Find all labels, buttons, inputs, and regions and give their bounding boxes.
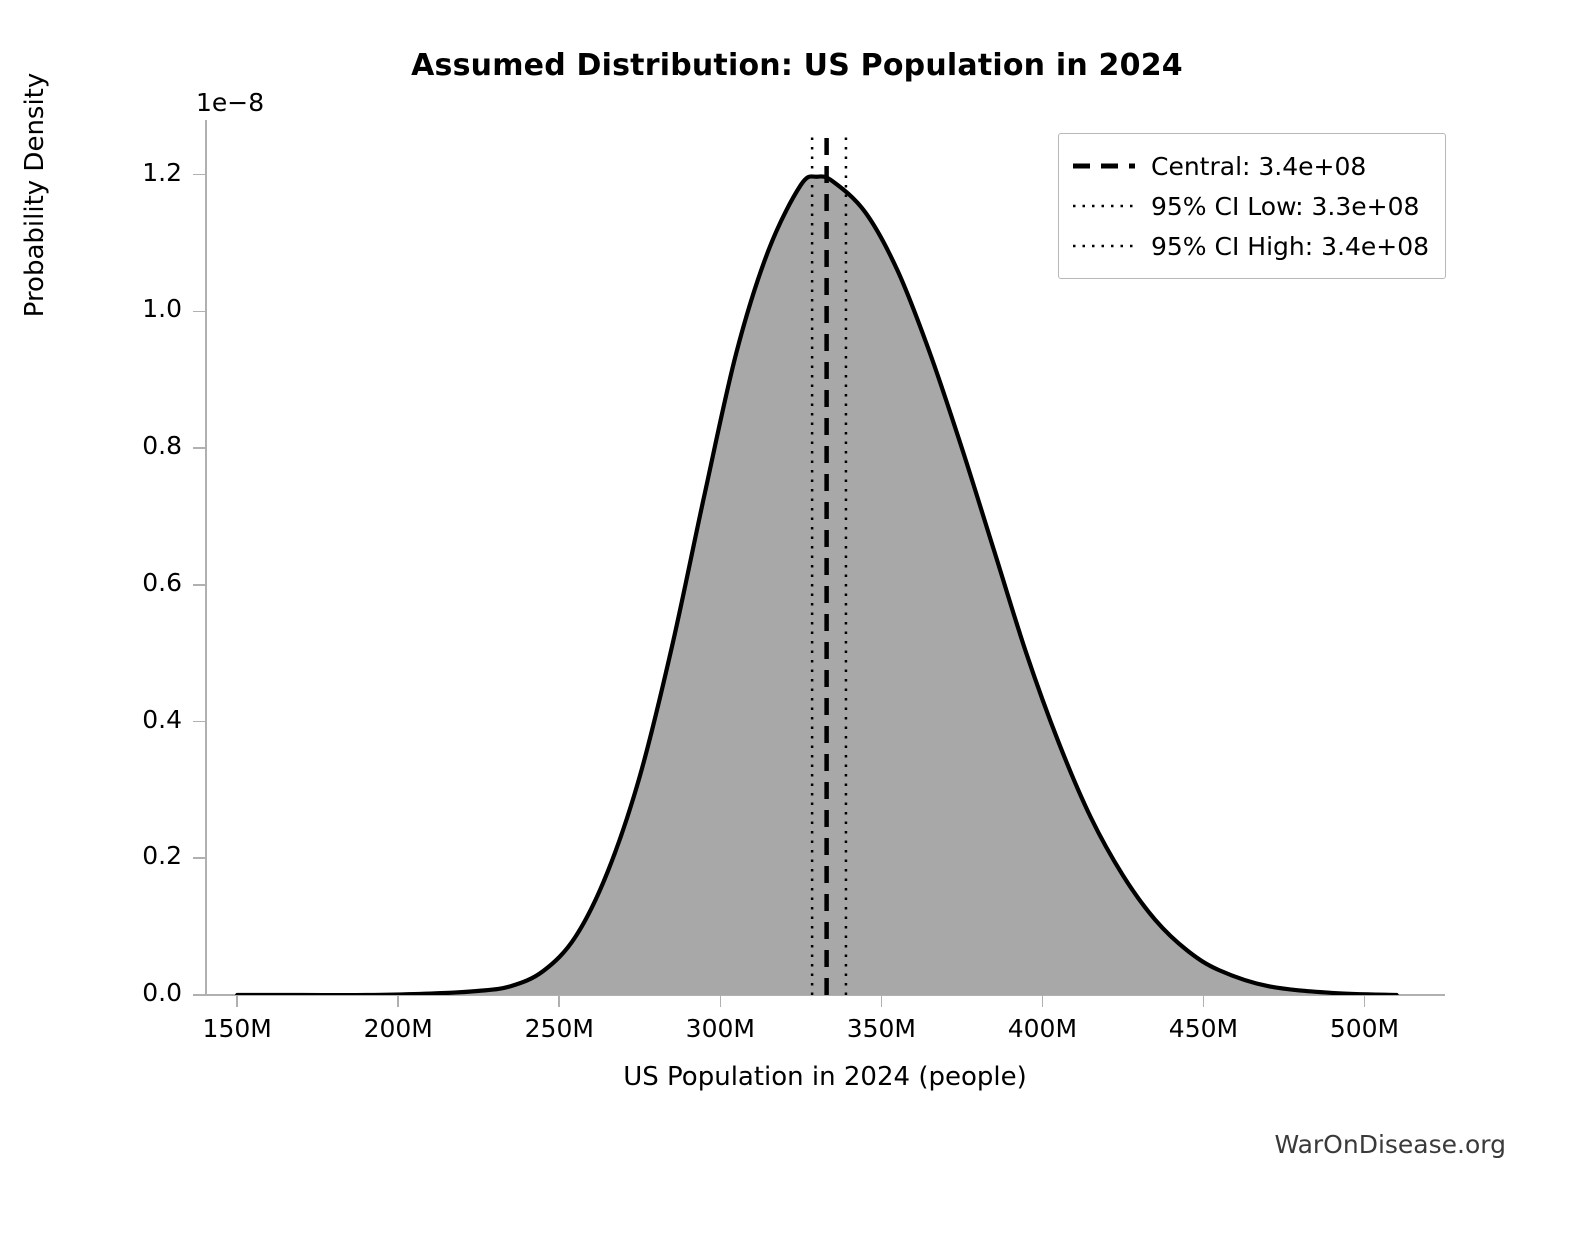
legend-entry bbox=[1071, 146, 1429, 186]
y-tick-label: 0.4 bbox=[142, 704, 182, 734]
x-tick-label: 200M bbox=[363, 1014, 433, 1043]
y-tick-mark bbox=[193, 721, 205, 723]
watermark: WarOnDisease.org bbox=[1274, 1130, 1506, 1159]
legend-label: 95% CI Low: 3.3e+08 bbox=[1151, 191, 1420, 221]
x-tick-mark bbox=[397, 995, 399, 1007]
y-tick-mark bbox=[193, 857, 205, 859]
x-axis-title: US Population in 2024 (people) bbox=[623, 1062, 1027, 1092]
y-axis-offset-label: 1e−8 bbox=[196, 88, 265, 117]
legend bbox=[1058, 133, 1446, 279]
density-fill-area bbox=[237, 176, 1396, 995]
y-tick-label: 1.2 bbox=[142, 157, 182, 187]
legend-entry bbox=[1071, 226, 1429, 266]
y-tick-mark bbox=[193, 174, 205, 176]
legend-label: Central: 3.4e+08 bbox=[1151, 151, 1367, 181]
x-tick-label: 400M bbox=[1007, 1014, 1078, 1043]
x-tick-mark bbox=[1203, 995, 1205, 1007]
x-tick-mark bbox=[720, 995, 722, 1007]
y-tick-label: 0.8 bbox=[142, 431, 182, 461]
y-tick-label: 0.0 bbox=[142, 978, 182, 1007]
legend-entry bbox=[1071, 186, 1429, 226]
x-tick-label: 150M bbox=[202, 1014, 272, 1043]
chart-title: Assumed Distribution: US Population in 2024 bbox=[411, 48, 1183, 83]
x-tick-mark bbox=[558, 995, 560, 1007]
y-tick-mark bbox=[193, 311, 205, 313]
x-tick-mark bbox=[236, 995, 238, 1007]
legend-line-sample bbox=[1071, 195, 1137, 217]
x-tick-mark bbox=[881, 995, 883, 1007]
y-tick-label: 0.6 bbox=[142, 567, 182, 597]
y-tick-mark bbox=[193, 584, 205, 586]
legend-line-sample bbox=[1071, 155, 1137, 177]
x-tick-label: 250M bbox=[524, 1014, 594, 1043]
x-tick-mark bbox=[1042, 995, 1044, 1007]
x-tick-mark bbox=[1364, 995, 1366, 1007]
y-axis-title: Probability Density bbox=[20, 72, 50, 318]
y-tick-mark bbox=[193, 447, 205, 449]
x-tick-label: 450M bbox=[1168, 1014, 1239, 1043]
y-tick-mark bbox=[193, 994, 205, 996]
x-tick-label: 300M bbox=[685, 1014, 755, 1043]
x-tick-label: 500M bbox=[1329, 1014, 1400, 1043]
legend-line-sample bbox=[1071, 235, 1137, 257]
x-tick-label: 350M bbox=[846, 1014, 917, 1043]
y-tick-label: 1.0 bbox=[142, 294, 182, 324]
y-tick-label: 0.2 bbox=[142, 841, 182, 871]
legend-label: 95% CI High: 3.4e+08 bbox=[1151, 231, 1430, 261]
